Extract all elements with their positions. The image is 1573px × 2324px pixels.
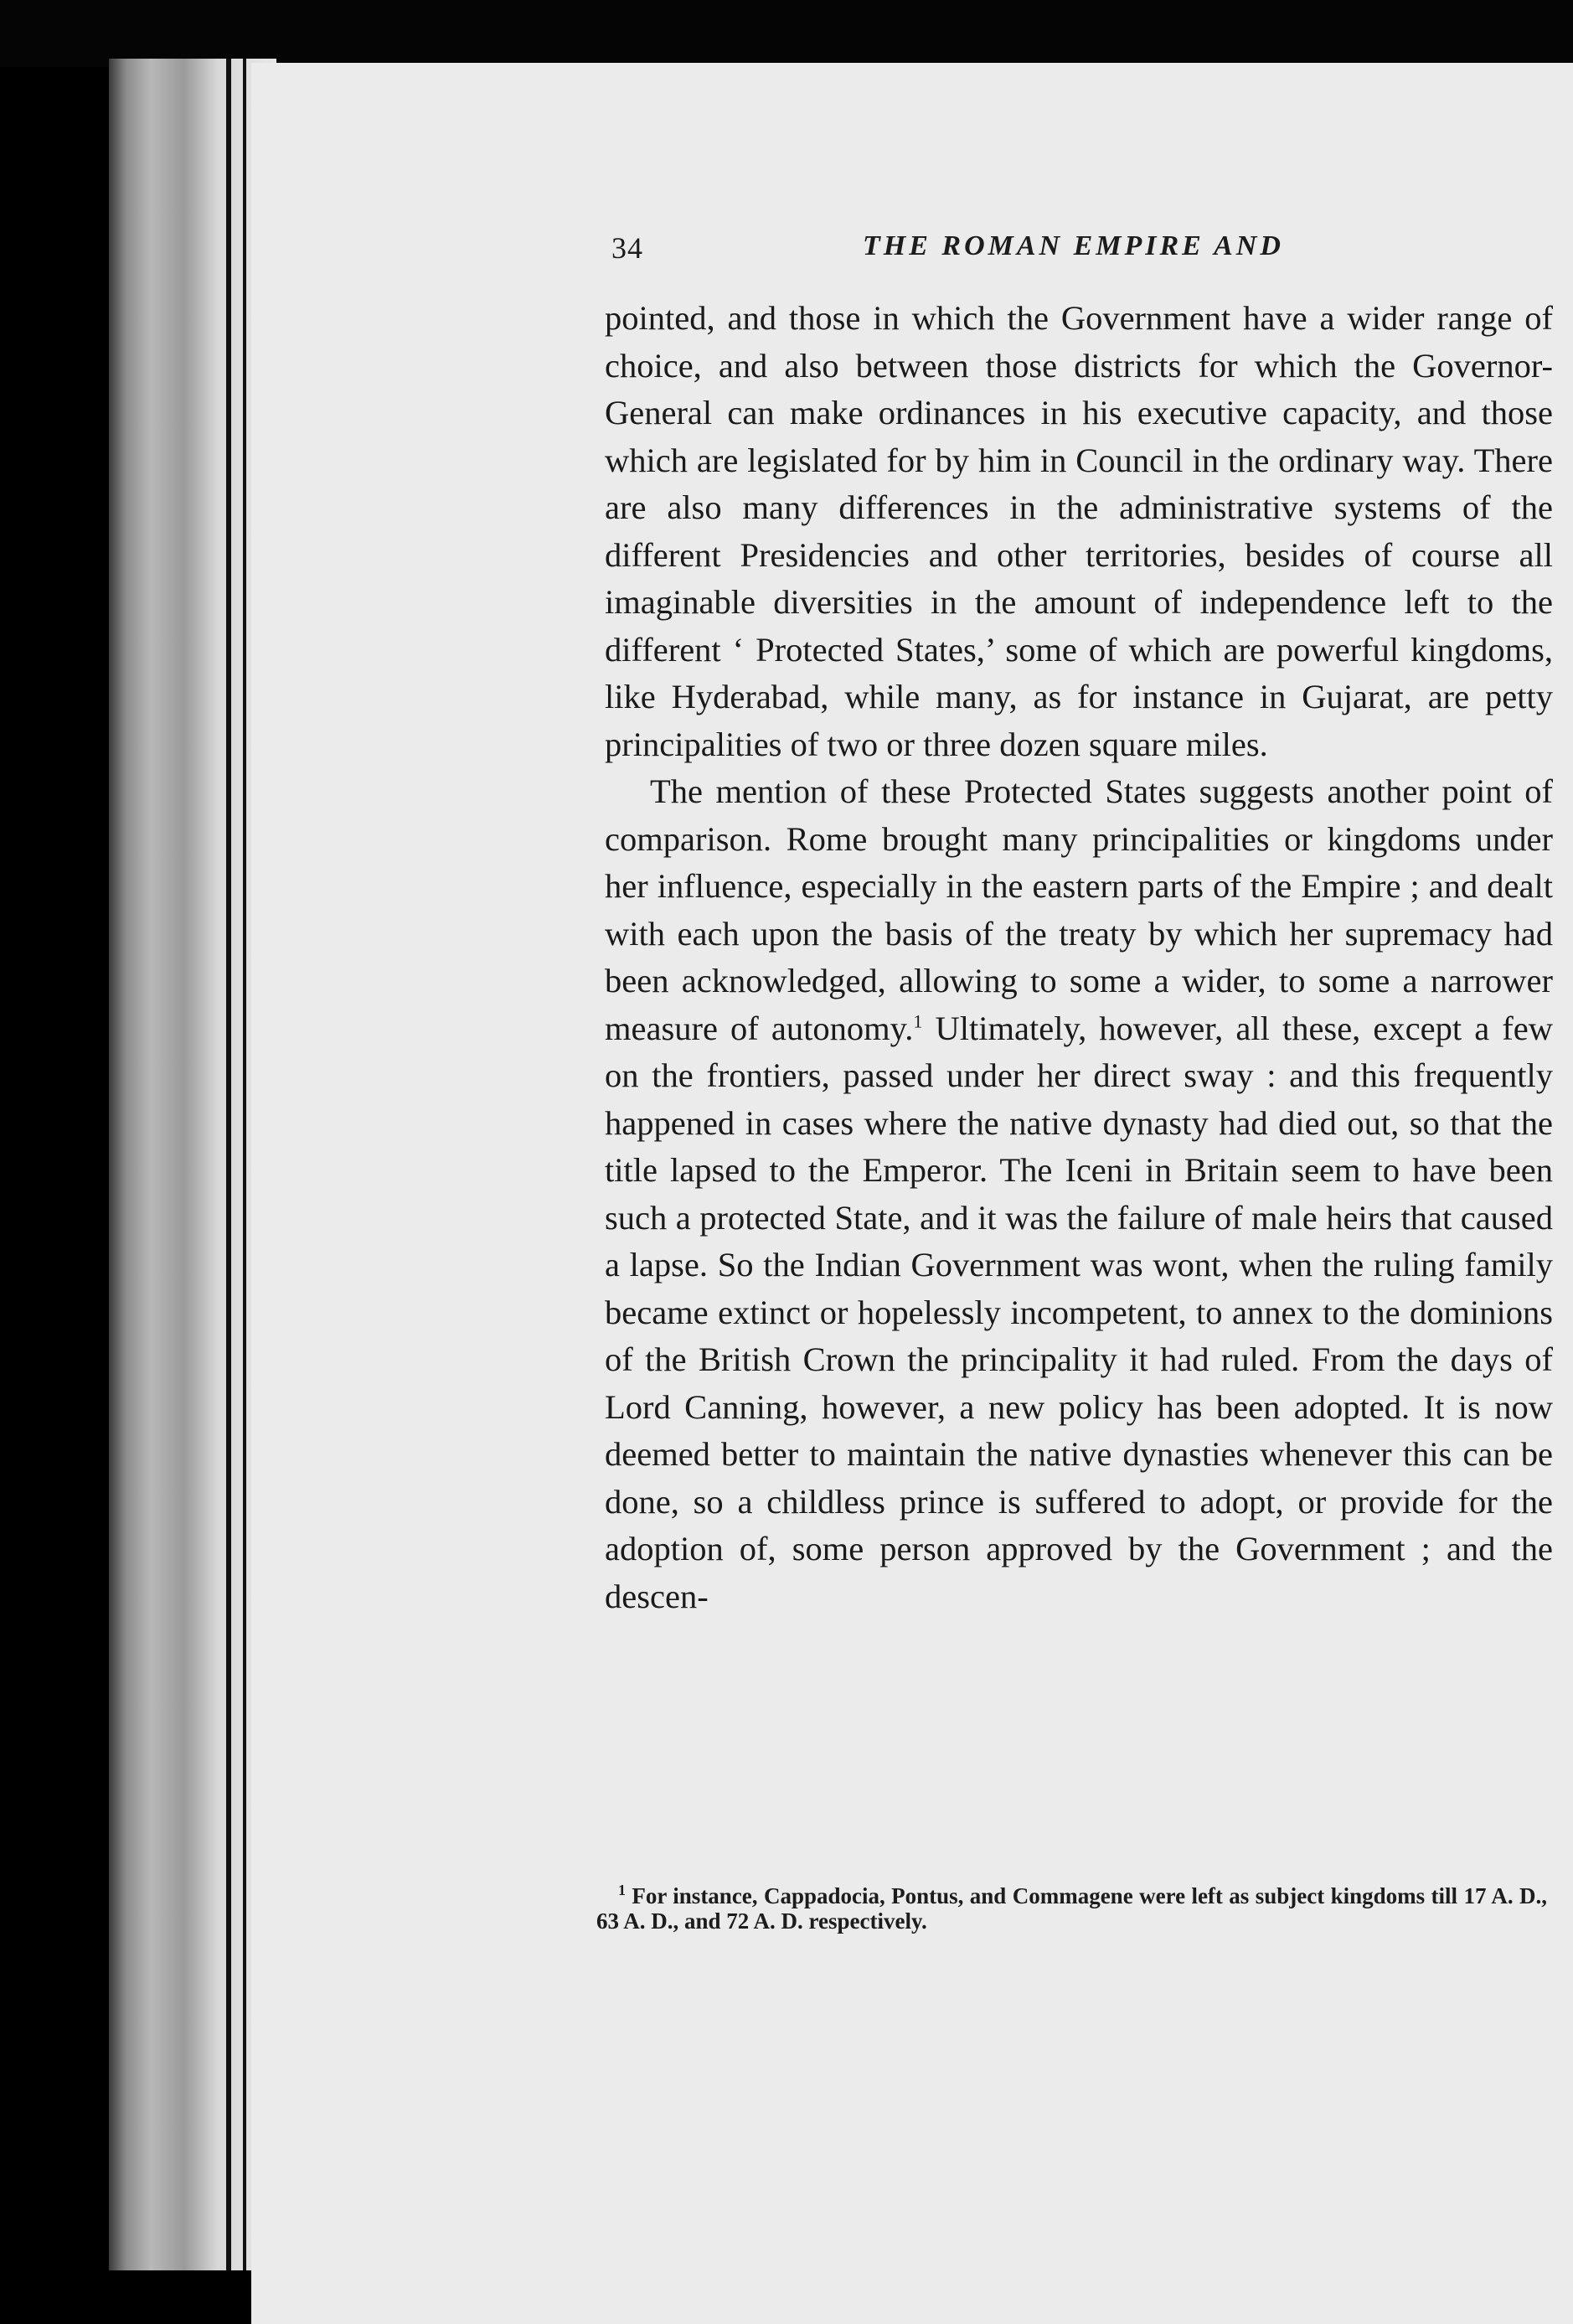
- scan-background: [0, 0, 1573, 67]
- page-header: [611, 230, 1558, 281]
- page-edge-line: [243, 59, 246, 2270]
- running-head: THE ROMAN EMPIRE AND: [863, 230, 1284, 261]
- page-edge-line: [226, 59, 231, 2270]
- paragraph-text: The mention of these Protected States suggests another point of comparison. Rome brought many principalities or kingdoms under her influence, especially in the eastern parts of the Empire ; and dealt with each upon the basis of the treaty by which her supremacy had been acknowledged, allowing to some a wider, to some a narrower measure of autonomy.: [605, 772, 1553, 1047]
- footnote-reference: 1: [913, 1010, 923, 1031]
- page-number: 34: [611, 231, 643, 265]
- paragraph: [605, 768, 1553, 1620]
- body-text: [605, 295, 1553, 1620]
- footnote-marker: 1: [618, 1882, 626, 1898]
- paragraph-text: Ultimately, however, all these, except a few on the frontiers, passed under her direct sway : and this frequently happened in cases where the native dynasty had died out, so that the title lapsed to the Emperor. The Iceni in Britain seem to have been such a protected State, and it was the failure of male heirs that caused a lapse. So the Indian Government was wont, when the ruling family became extinct or hopelessly incompetent, to annex to the dominions of the British Crown the principality it had ruled. From the days of Lord Canning, however, a new policy has been adopted. It is now deemed better to maintain the native dynasties whenever this can be done, so a childless prince is suffered to adopt, or provide for the adoption of, some person approved by the Government ; and the descen-: [605, 1009, 1553, 1615]
- footnote-text: For instance, Cappadocia, Pontus, and Commagene were left as subject kingdoms till 17 A. D., 63 A. D., and 72 A. D. respectively.: [596, 1883, 1547, 1934]
- footnote: [596, 1883, 1547, 1934]
- paragraph: pointed, and those in which the Government have a wider range of choice, and also between those districts for which the Governor-General can make ordinances in his executive capacity, and those which are legislated for by him in Council in the ordinary way. There are also many differences in the administrative systems of the different Presidencies and other territories, besides of course all imaginable diversities in the amount of independence left to the different ‘ Protected States,’ some of which are powerful kingdoms, like Hyderabad, while many, as for instance in Gujarat, are petty principalities of two or three dozen square miles.: [605, 299, 1553, 763]
